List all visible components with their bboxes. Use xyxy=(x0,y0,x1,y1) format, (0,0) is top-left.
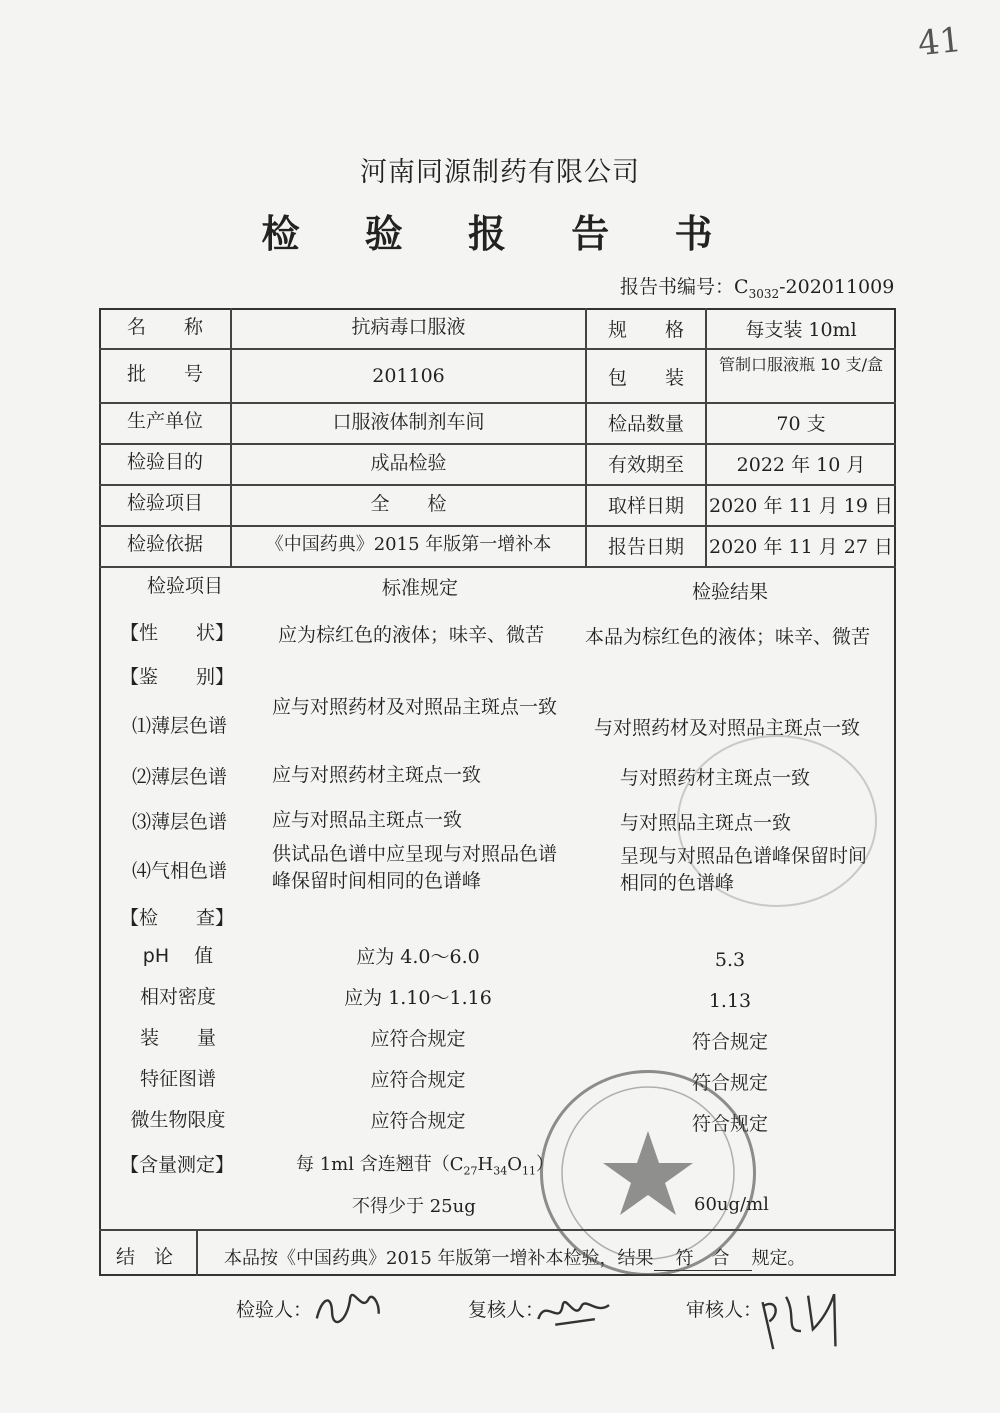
assay-standard-line2: 不得少于 25ug xyxy=(352,1196,476,1217)
ident-result: 与对照品主斑点一致 xyxy=(620,812,792,834)
report-number-suffix: -202011009 xyxy=(779,276,895,298)
qty-label: 检品数量 xyxy=(607,413,684,435)
name-value: 抗病毒口服液 xyxy=(351,316,466,338)
inspection-item: pH 值 xyxy=(142,945,214,967)
inspection-item: 相对密度 xyxy=(139,986,216,1008)
ident-item: ⑵薄层色谱 xyxy=(132,766,228,788)
inspection-result: 符合规定 xyxy=(691,1031,768,1053)
header-item: 检验项目 xyxy=(146,575,223,597)
basis-label: 检验依据 xyxy=(126,533,203,555)
formula-sub: 34 xyxy=(493,1164,508,1178)
grid-line xyxy=(99,402,896,404)
sampling-label: 取样日期 xyxy=(607,495,684,517)
reviewer-label: 复核人： xyxy=(468,1299,545,1321)
formula-sub: 27 xyxy=(463,1164,478,1178)
report-date-label: 报告日期 xyxy=(607,536,684,558)
purpose-label: 检验目的 xyxy=(126,451,203,473)
inspection-result: 符合规定 xyxy=(691,1113,768,1135)
character-standard: 应为棕红色的液体；味辛、微苦 xyxy=(278,624,545,646)
grid-line xyxy=(230,308,232,566)
grid-line xyxy=(196,1229,198,1276)
ident-standard: 供试品色谱中应呈现与对照品色谱峰保留时间相同的色谱峰 xyxy=(272,843,558,892)
ident-item: ⑴薄层色谱 xyxy=(132,715,228,737)
sampling-value: 2020 年 11 月 19 日 xyxy=(709,495,893,517)
expiry-value: 2022 年 10 月 xyxy=(736,454,866,476)
grid-line xyxy=(99,566,896,568)
report-number xyxy=(620,272,894,301)
basis-value: 《中国药典》2015 年版第一增补本 xyxy=(265,534,552,555)
pack-value: 管制口服液瓶 10 支/盒 xyxy=(719,355,883,374)
inspection-item: 微生物限度 xyxy=(130,1109,226,1131)
ident-result: 与对照药材主斑点一致 xyxy=(620,767,811,789)
report-number-label: 报告书编号： xyxy=(620,276,735,298)
ident-result: 与对照药材及对照品主斑点一致 xyxy=(594,717,861,739)
spec-label: 规 格 xyxy=(607,319,684,341)
ident-item: ⑶薄层色谱 xyxy=(132,811,228,833)
formula-o: O xyxy=(507,1154,522,1175)
producer-value: 口服液体制剂车间 xyxy=(332,411,485,433)
inspection-standard: 应为 1.10～1.16 xyxy=(344,987,492,1009)
inspection-label: 【检 查】 xyxy=(120,907,235,929)
character-label: 【性 状】 xyxy=(120,622,235,644)
inspection-item: 特征图谱 xyxy=(139,1068,216,1090)
batch-label: 批 号 xyxy=(126,363,203,385)
company-name: 河南同源制药有限公司 xyxy=(360,157,640,188)
spec-value: 每支装 10ml xyxy=(745,319,857,341)
qty-value: 70 支 xyxy=(776,413,826,435)
producer-label: 生产单位 xyxy=(126,410,203,432)
ident-item: ⑷气相色谱 xyxy=(132,860,228,882)
pack-label: 包 装 xyxy=(607,367,684,389)
expiry-label: 有效期至 xyxy=(607,454,684,476)
grid-line xyxy=(99,348,896,350)
inspection-standard: 应符合规定 xyxy=(370,1028,466,1050)
reviewer-signature xyxy=(531,1283,618,1347)
items-label: 检验项目 xyxy=(126,492,203,514)
name-label: 名 称 xyxy=(126,316,203,338)
ident-standard: 应与对照品主斑点一致 xyxy=(272,809,463,831)
document-title: 检 验 报 告 书 xyxy=(261,212,739,256)
inspection-standard: 应符合规定 xyxy=(370,1069,466,1091)
auditor-label: 审核人： xyxy=(686,1299,763,1321)
grid-line xyxy=(99,443,896,445)
header-standard: 标准规定 xyxy=(381,577,458,599)
inspection-standard: 应为 4.0～6.0 xyxy=(356,946,480,968)
character-result: 本品为棕红色的液体；味辛、微苦 xyxy=(585,626,871,648)
page-number: 41 xyxy=(916,19,964,65)
report-number-sub: 3032 xyxy=(748,286,780,301)
ident-result: 呈现与对照品色谱峰保留时间相同的色谱峰 xyxy=(620,845,868,894)
grid-line xyxy=(99,484,896,486)
inspection-result: 符合规定 xyxy=(691,1072,768,1094)
batch-value: 201106 xyxy=(372,365,445,387)
assay-standard-prefix: 每 1ml 含连翘苷（C xyxy=(296,1154,464,1175)
inspection-item: 装 量 xyxy=(139,1027,216,1049)
conclusion-text-after: 规定。 xyxy=(751,1248,806,1269)
ident-standard: 应与对照药材主斑点一致 xyxy=(272,764,482,786)
formula-h: H xyxy=(477,1154,494,1175)
conclusion-text-before: 本品按《中国药典》2015 年版第一增补本检验，结果 xyxy=(224,1248,654,1269)
inspection-result: 1.13 xyxy=(708,990,752,1012)
ident-standard: 应与对照药材及对照品主斑点一致 xyxy=(272,696,558,718)
conclusion-label: 结 论 xyxy=(116,1246,174,1268)
purpose-value: 成品检验 xyxy=(370,452,447,474)
assay-standard xyxy=(296,1150,554,1178)
inspection-standard: 应符合规定 xyxy=(370,1110,466,1132)
formula-sub: 11 xyxy=(521,1164,536,1178)
inspector-signature xyxy=(309,1279,388,1342)
faint-stamp xyxy=(677,735,877,907)
grid-line xyxy=(99,1229,896,1231)
report-number-prefix: C xyxy=(734,276,749,298)
grid-line xyxy=(99,525,896,527)
assay-result: 60ug/ml xyxy=(694,1194,769,1215)
header-result: 检验结果 xyxy=(691,581,768,603)
report-date-value: 2020 年 11 月 27 日 xyxy=(709,536,893,558)
formula-end: ） xyxy=(535,1154,554,1175)
items-value: 全 检 xyxy=(370,493,447,515)
assay-label: 【含量测定】 xyxy=(120,1154,235,1176)
auditor-signature xyxy=(755,1278,861,1370)
official-seal xyxy=(540,1070,756,1276)
inspector-label: 检验人： xyxy=(236,1299,313,1321)
seal-star-icon xyxy=(543,1073,753,1273)
identification-label: 【鉴 别】 xyxy=(120,666,235,688)
conclusion-verdict: 符 合 xyxy=(654,1244,752,1271)
inspection-result: 5.3 xyxy=(714,949,746,971)
